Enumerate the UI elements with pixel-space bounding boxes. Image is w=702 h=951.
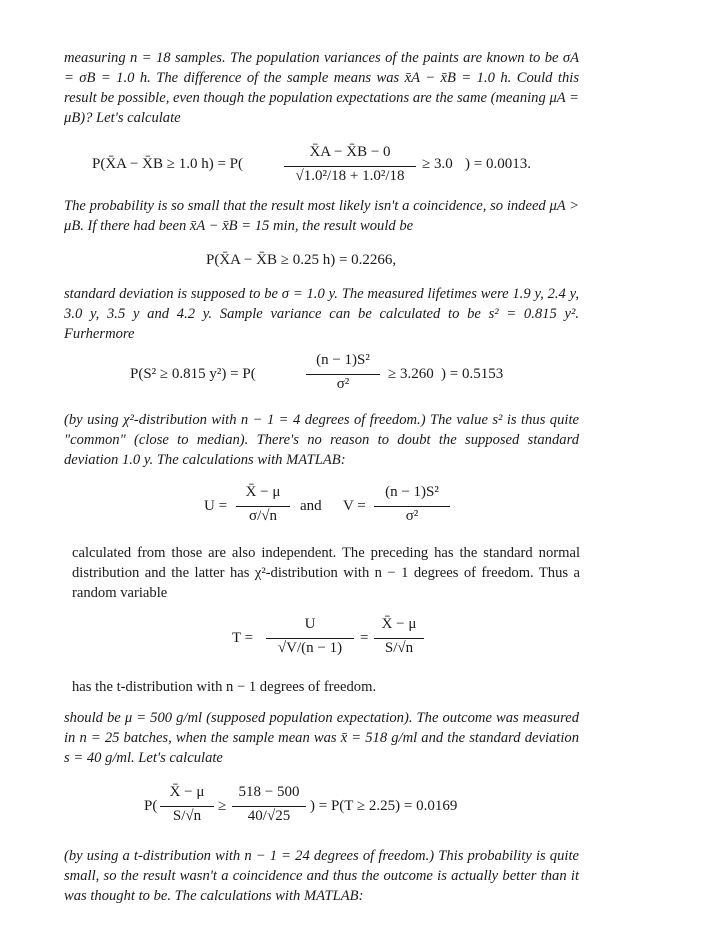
eq5-numerator-u: U	[304, 616, 316, 632]
eq3-numerator: (n − 1)S²	[316, 352, 370, 368]
eq2-text: P(X̄A − X̄B ≥ 0.25 h) = 0.2266,	[206, 252, 397, 268]
eq4-v-numerator: (n − 1)S²	[385, 484, 439, 500]
eq3-lhs: P(S² ≥ 0.815 y²) = P(	[130, 366, 256, 382]
eq5-denominator-s: S/√n	[384, 640, 414, 656]
equation-quarter-hour	[0, 252, 702, 274]
eq3-result: ) = 0.5153	[441, 366, 504, 382]
paragraph-paint-samples: measuring n = 18 samples. The population variances of the paints are known to be σA = σB = 1.0 h. The difference of the sample means was x̄A − x̄B = 1.0 h. Could this result be possible, even though the population expectations are the same (meaning μA = μB)? Let's calculate	[64, 50, 579, 126]
eq5-equals: =	[360, 630, 369, 646]
equation-t-variable	[0, 616, 702, 664]
eq4-v-lhs: V =	[343, 498, 366, 514]
eq1-numerator: X̄A − X̄B − 0	[309, 144, 391, 160]
paragraph-t-conclusion: (by using a t-distribution with n − 1 = 24 degrees of freedom.) This probability is quite small, so the result wasn't a coincidence and thus the outcome is actually better than it was thought to be. The calculations with MATLAB:	[64, 848, 579, 904]
paragraph-batches: should be μ = 500 g/ml (supposed population expectation). The outcome was measured in n = 25 batches, when the sample mean was x̄ = 518 g/ml and the standard deviation s = 40 g/ml. Let's calculate	[64, 710, 579, 766]
paragraph-independent: calculated from those are also independent. The preceding has the standard normal distribution and the latter has χ²-distribution with n − 1 degrees of freedom. Thus a random variable	[72, 545, 580, 601]
equation-chi-square	[0, 352, 702, 398]
eq6-result: ) = P(T ≥ 2.25) = 0.0169	[310, 798, 458, 814]
eq6-numerator-mean: X̄ − μ	[169, 784, 205, 800]
eq1-fraction-bar	[284, 166, 416, 167]
eq6-fraction-bar-2	[232, 806, 306, 807]
eq6-denominator-s: S/√n	[172, 808, 202, 824]
eq6-lhs: P(	[144, 798, 158, 814]
paragraph-t-distribution: has the t-distribution with n − 1 degrees of freedom.	[72, 679, 377, 695]
eq4-u-denominator: σ/√n	[249, 508, 277, 524]
equation-t-test	[0, 784, 702, 832]
eq3-rhs: ≥ 3.260	[388, 366, 434, 382]
equation-u-and-v	[0, 484, 702, 532]
eq1-result: ) = 0.0013.	[465, 156, 531, 172]
eq4-u-numerator: X̄ − μ	[245, 484, 281, 500]
eq5-fraction-bar-2	[374, 638, 424, 639]
eq6-numerator-values: 518 − 500	[238, 784, 300, 800]
eq4-and: and	[300, 498, 322, 514]
equation-mean-difference	[0, 144, 702, 190]
eq3-denominator: σ²	[336, 376, 350, 392]
eq4-v-denominator: σ²	[405, 508, 419, 524]
paragraph-chi-distribution: (by using χ²-distribution with n − 1 = 4 degrees of freedom.) The value s² is thus quite "common" (close to median). There's no reason to doubt the supposed standard deviation 1.0 y. The calculations with MATLAB:	[64, 412, 579, 468]
eq6-geq: ≥	[218, 798, 227, 814]
eq3-fraction-bar	[306, 374, 380, 375]
eq4-u-lhs: U =	[204, 498, 228, 514]
eq5-lhs: T =	[232, 630, 254, 646]
eq5-fraction-bar-1	[266, 638, 354, 639]
eq6-denominator-values: 40/√25	[247, 808, 291, 824]
eq1-rhs: ≥ 3.0	[422, 156, 453, 172]
eq5-numerator-mean: X̄ − μ	[381, 616, 417, 632]
paragraph-lifetimes: standard deviation is supposed to be σ = 1.0 y. The measured lifetimes were 1.9 y, 2.4 y, 3.0 y, 3.5 y and 4.2 y. Sample variance can be calculated to be s² = 0.815 y². Furhermore	[64, 286, 579, 342]
eq5-denominator-v: √V/(n − 1)	[277, 640, 343, 656]
eq6-fraction-bar-1	[160, 806, 214, 807]
eq4-u-fraction-bar	[236, 506, 290, 507]
eq4-v-fraction-bar	[374, 506, 450, 507]
eq1-denominator: √1.0²/18 + 1.0²/18	[295, 168, 405, 184]
paragraph-probability-small: The probability is so small that the result most likely isn't a coincidence, so indeed μA > μB. If there had been x̄A − x̄B = 15 min, the result would be	[64, 198, 579, 234]
eq1-lhs: P(X̄A − X̄B ≥ 1.0 h) = P(	[92, 156, 243, 172]
